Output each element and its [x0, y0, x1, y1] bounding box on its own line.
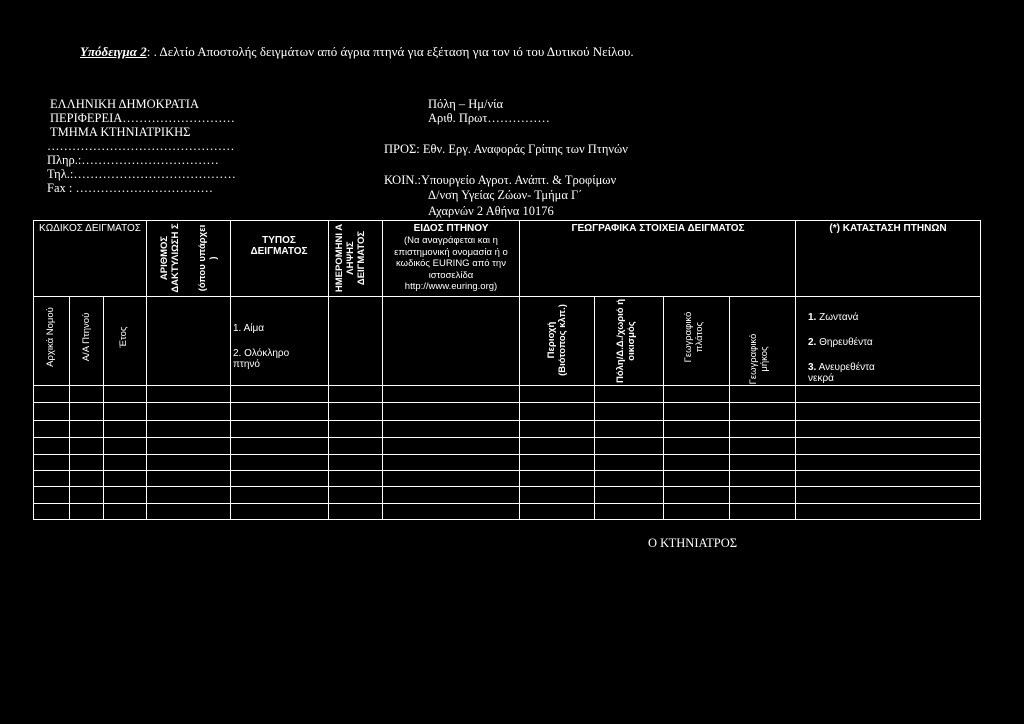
header-bird-species: ΕΙΔΟΣ ΠΤΗΝΟΥ	[413, 223, 489, 234]
header-sample-code: ΚΩΔΙΚΟΣ ΔΕΙΓΜΑΤΟΣ	[39, 223, 141, 234]
status-option-found-dead	[808, 362, 888, 384]
header-ring-number-note: (όπου υπάρχει )	[197, 224, 219, 292]
issuer-phone: Τηλ.:…………………………………	[47, 167, 236, 181]
issuer-region: ΠΕΡΙΦΕΡΕΙΑ………………………	[50, 111, 235, 125]
veterinarian-signature-label: Ο ΚΤΗΝΙΑΤΡΟΣ	[648, 536, 738, 550]
header-bird-status: (*) ΚΑΤΑΣΤΑΣΗ ΠΤΗΝΩΝ	[829, 223, 947, 234]
cc-address: Αχαρνών 2 Αθήνα 10176	[428, 204, 554, 218]
status-option-alive-label: Ζωντανά	[819, 312, 859, 323]
subheader-latitude: Γεωγραφικό πλάτος	[683, 311, 705, 363]
protocol-number: Αριθ. Πρωτ……………	[428, 111, 550, 125]
type-option-blood	[233, 323, 264, 334]
issuer-country: ΕΛΛΗΝΙΚΗ ΔΗΜΟΚΡΑΤΙΑ	[50, 97, 199, 111]
subheader-city-village: Πόλη/Δ.Δ./χωριό ή οικισμός	[615, 298, 637, 384]
type-option-whole-bird	[233, 348, 313, 370]
title-prefix: Υπόδειγμα 2	[80, 44, 147, 59]
subheader-prefecture: Αρχικά Νομού	[45, 307, 56, 367]
status-option-hunted-label: Θηρευθέντα	[819, 337, 873, 348]
subheader-year: Έτος	[118, 326, 129, 348]
subheader-area: Περιοχή (Βιότοπος κλπ.)	[546, 304, 568, 376]
header-geo-data: ΓΕΩΓΡΑΦΙΚΑ ΣΤΟΙΧΕΙΑ ΔΕΙΓΜΑΤΟΣ	[571, 223, 745, 234]
status-option-hunted	[808, 337, 873, 348]
header-bird-species-note: (Να αναγράφεται και η επιστημονική ονομασία ή ο κωδικός EURING από την ιστοσελίδα http://www.euring.org)	[394, 235, 508, 292]
header-ring-number: ΑΡΙΘΜΟΣ ΔΑΚΤΥΛΙΩΣΗ Σ	[159, 223, 181, 293]
issuer-contact: Πληρ.:……………………………	[47, 153, 219, 167]
status-option-found-dead-label: Ανευρεθέντα νεκρά	[808, 362, 875, 384]
issuer-fax: Fax : ……………………………	[47, 181, 213, 195]
type-option-blood-num: 1.	[233, 323, 242, 334]
status-option-found-dead-num: 3.	[808, 362, 817, 373]
issuer-department: ΤΜΗΜΑ ΚΤΗΝΙΑΤΡΙΚΗΣ	[50, 125, 191, 139]
type-option-whole-bird-label: Ολόκληρο πτηνό	[233, 348, 290, 370]
status-option-alive	[808, 312, 858, 323]
type-option-whole-bird-num: 2.	[233, 348, 242, 359]
recipient: ΠΡΟΣ: Εθν. Εργ. Αναφοράς Γρίπης των Πτηνών	[384, 142, 628, 156]
title-text: : . Δελτίο Αποστολής δειγμάτων από άγρια πτηνά για εξέταση για τον ιό του Δυτικού Νείλου.	[146, 44, 634, 59]
cc-ministry: ΚΟΙΝ.:Υπουργείο Αγροτ. Ανάπτ. & Τροφίμων	[384, 173, 617, 187]
header-sampling-date: ΗΜΕΡΟΜΗΝΙ Α ΛΗΨΗΣ ΔΕΙΓΜΑΤΟΣ	[334, 223, 367, 293]
status-option-hunted-num: 2.	[808, 337, 817, 348]
subheader-longitude: Γεωγραφικό μήκος	[748, 333, 770, 385]
header-sample-type: ΤΥΠΟΣ ΔΕΙΓΜΑΤΟΣ	[250, 235, 308, 257]
cc-department: Δ/νση Υγείας Ζώων- Τμήμα Γ΄	[428, 188, 583, 202]
subheader-bird-number: Α/Α Πτηνού	[81, 312, 92, 362]
city-date: Πόλη – Ημ/νία	[428, 97, 504, 111]
status-option-alive-num: 1.	[808, 312, 817, 323]
issuer-department-blank: ………………………………………	[47, 139, 235, 153]
type-option-blood-label: Αίμα	[243, 323, 265, 334]
